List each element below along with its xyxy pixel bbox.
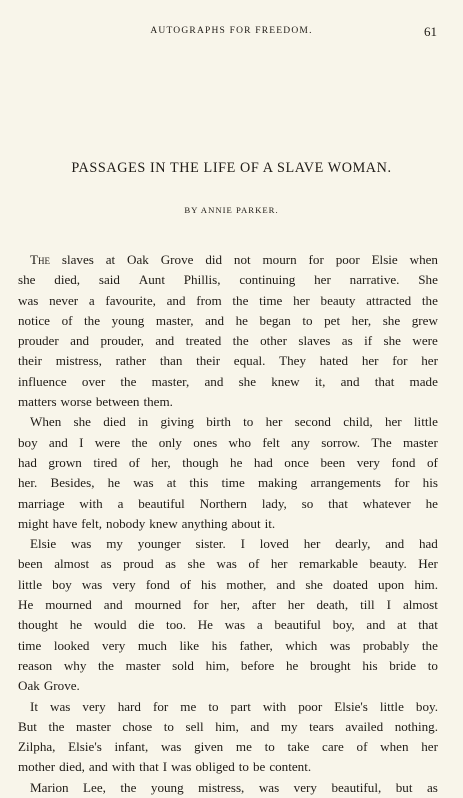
text-line: It was very hard for me to part with poor Elsie's little boy.	[30, 698, 438, 714]
text-line: little boy was very fond of his mother, and she doated upon him.	[18, 576, 438, 592]
text-line: boy and I were the only ones who felt any sorrow. The master	[18, 434, 438, 450]
text-line: been almost as proud as she was of her remarkable beauty. Her	[18, 556, 438, 572]
text-line: Elsie was my younger sister. I loved her dearly, and had	[30, 536, 438, 552]
text-line: matters worse between them.	[18, 394, 173, 410]
text-line: their mistress, rather than their equal. They hated her for her	[18, 353, 438, 369]
text-line: The slaves at Oak Grove did not mourn for poor Elsie when	[30, 252, 438, 267]
text-line: she died, said Aunt Phillis, continuing her narrative. She	[18, 272, 438, 288]
running-head	[20, 26, 443, 40]
text-line: notice of the young master, and he began to pet her, she grew	[18, 312, 438, 328]
page-number: 61	[424, 24, 437, 39]
text-line: Oak Grove.	[18, 678, 80, 694]
text-line: her. Besides, he was at this time making arrangements for his	[18, 475, 438, 491]
text-line: When she died in giving birth to her second child, her little	[30, 414, 438, 430]
text-line: influence over the master, and she knew it, and that made	[18, 373, 438, 389]
chapter-title: PASSAGES IN THE LIFE OF A SLAVE WOMAN.	[71, 160, 392, 176]
text-line: But the master chose to sell him, and my tears availed nothing.	[18, 718, 438, 734]
text-line: He mourned and mourned for her, after her death, till I almost	[18, 597, 438, 613]
text-line: mother died, and with that I was obliged to be content.	[18, 759, 312, 775]
running-title: AUTOGRAPHS FOR FREEDOM.	[150, 26, 313, 36]
byline: BY ANNIE PARKER.	[184, 205, 279, 215]
text-line: marriage with a beautiful Northern lady, so that whatever he	[18, 495, 438, 511]
body-text	[18, 250, 438, 798]
text-line: prouder and prouder, and treated the other slaves as if she were	[18, 333, 438, 349]
text-line: might have felt, nobody knew anything about it.	[18, 515, 276, 531]
text-line: Zilpha, Elsie's infant, was given me to take care of when her	[18, 739, 438, 755]
text-line: thought he would die too. He was a beautiful boy, and at that	[18, 617, 438, 633]
text-line: was never a favourite, and from the time her beauty attracted the	[18, 292, 438, 308]
text-line: had grown tired of her, though he had once been very fond of	[18, 454, 438, 470]
text-line: reason why the master sold him, before he brought his bride to	[18, 657, 438, 673]
text-line: time looked very much like his father, which was probably the	[18, 637, 438, 653]
text-line: Marion Lee, the young mistress, was very beautiful, but as	[30, 779, 438, 795]
